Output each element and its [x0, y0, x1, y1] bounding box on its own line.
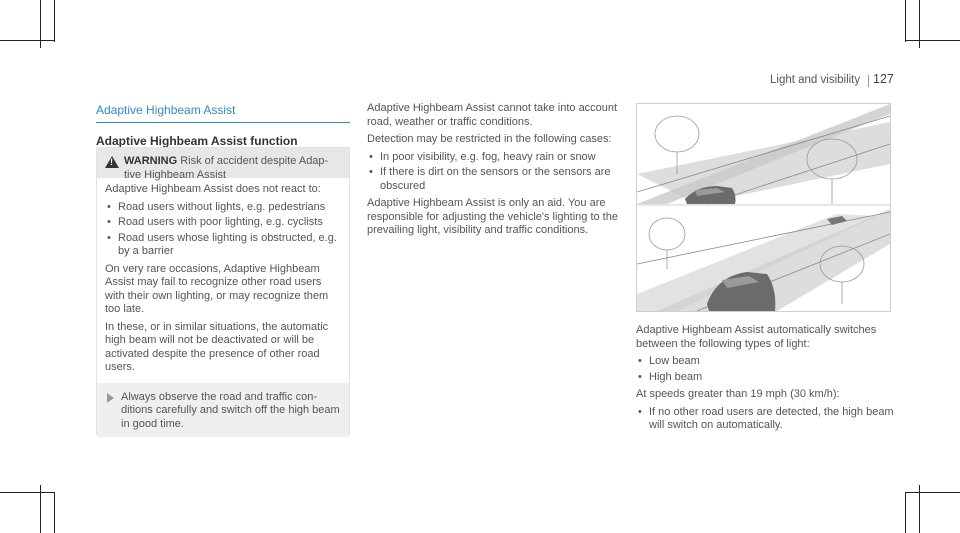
list-item: • Road users without lights, e.g. pedestrians — [105, 201, 341, 215]
crop-mark — [0, 492, 54, 493]
warning-triangle-icon — [105, 156, 119, 168]
section-title: Adaptive Highbeam Assist — [96, 104, 350, 123]
list-item: • Road users whose lighting is obstructed, e.g. by a barrier — [105, 232, 341, 259]
paragraph: Adaptive Highbeam Assist is only an aid. You are responsible for adjusting the vehicle's lighting to the prevailing light, visibility and traffic conditions. — [367, 197, 618, 236]
subsection-title: Adaptive Highbeam Assist function — [96, 133, 298, 148]
crop-mark — [0, 40, 54, 41]
crop-mark — [54, 0, 55, 42]
warning-box — [96, 147, 350, 435]
speed-list — [636, 406, 894, 433]
restriction-list — [367, 151, 621, 194]
action-step — [97, 383, 349, 438]
warning-text: Risk of accident despite Adap-tive Highbeam Assist — [124, 155, 329, 181]
arrow-right-icon — [107, 393, 114, 403]
crop-mark — [905, 492, 906, 533]
paragraph: At speeds greater than 19 mph (30 km/h): — [636, 388, 840, 400]
highbeam-illustration — [636, 103, 891, 312]
warning-label: WARNING — [124, 155, 178, 167]
paragraph: Adaptive Highbeam Assist automatically switches between the following types of light: — [636, 324, 877, 350]
header-divider — [868, 75, 869, 87]
paragraph: Detection may be restricted in the following cases: — [367, 133, 612, 145]
crop-mark — [905, 0, 906, 42]
crop-mark — [905, 492, 960, 493]
crop-mark — [905, 40, 960, 41]
column-middle — [367, 102, 621, 242]
column-left — [96, 104, 350, 148]
list-item: • In poor visibility, e.g. fog, heavy rain or snow — [367, 151, 621, 165]
crop-mark — [54, 492, 55, 533]
list-item: • If no other road users are detected, the high beam will switch on automatically. — [636, 406, 894, 433]
low-beam-scene — [637, 104, 890, 204]
warning-intro: Adaptive Highbeam Assist does not react to: — [105, 183, 321, 195]
illustration-svg — [637, 104, 890, 311]
page-header — [770, 73, 894, 89]
warning-list — [105, 201, 341, 259]
action-text: Always observe the road and traffic con-ditions carefully and switch off the high beam in good time. — [121, 390, 340, 430]
column-right — [636, 324, 894, 437]
list-item: • High beam — [636, 371, 894, 385]
list-item: • Low beam — [636, 355, 894, 369]
warning-body — [97, 178, 349, 375]
light-types-list — [636, 355, 894, 384]
warning-header — [97, 148, 349, 181]
page-number: 127 — [873, 72, 894, 86]
list-item: • If there is dirt on the sensors or the sensors are obscured — [367, 166, 621, 193]
chapter-title: Light and visibility — [770, 74, 861, 86]
paragraph: Adaptive Highbeam Assist cannot take into account road, weather or traffic conditions. — [367, 102, 618, 128]
warning-paragraph: On very rare occasions, Adaptive Highbeam Assist may fail to recognize other road users with their own lighting, or may recognize them too late. — [105, 262, 329, 315]
warning-paragraph: In these, or in similar situations, the automatic high beam will not be deactivated or will be activated despite the presence of other road users. — [105, 320, 329, 373]
list-item: • Road users with poor lighting, e.g. cyclists — [105, 216, 341, 230]
high-beam-scene — [637, 209, 890, 311]
